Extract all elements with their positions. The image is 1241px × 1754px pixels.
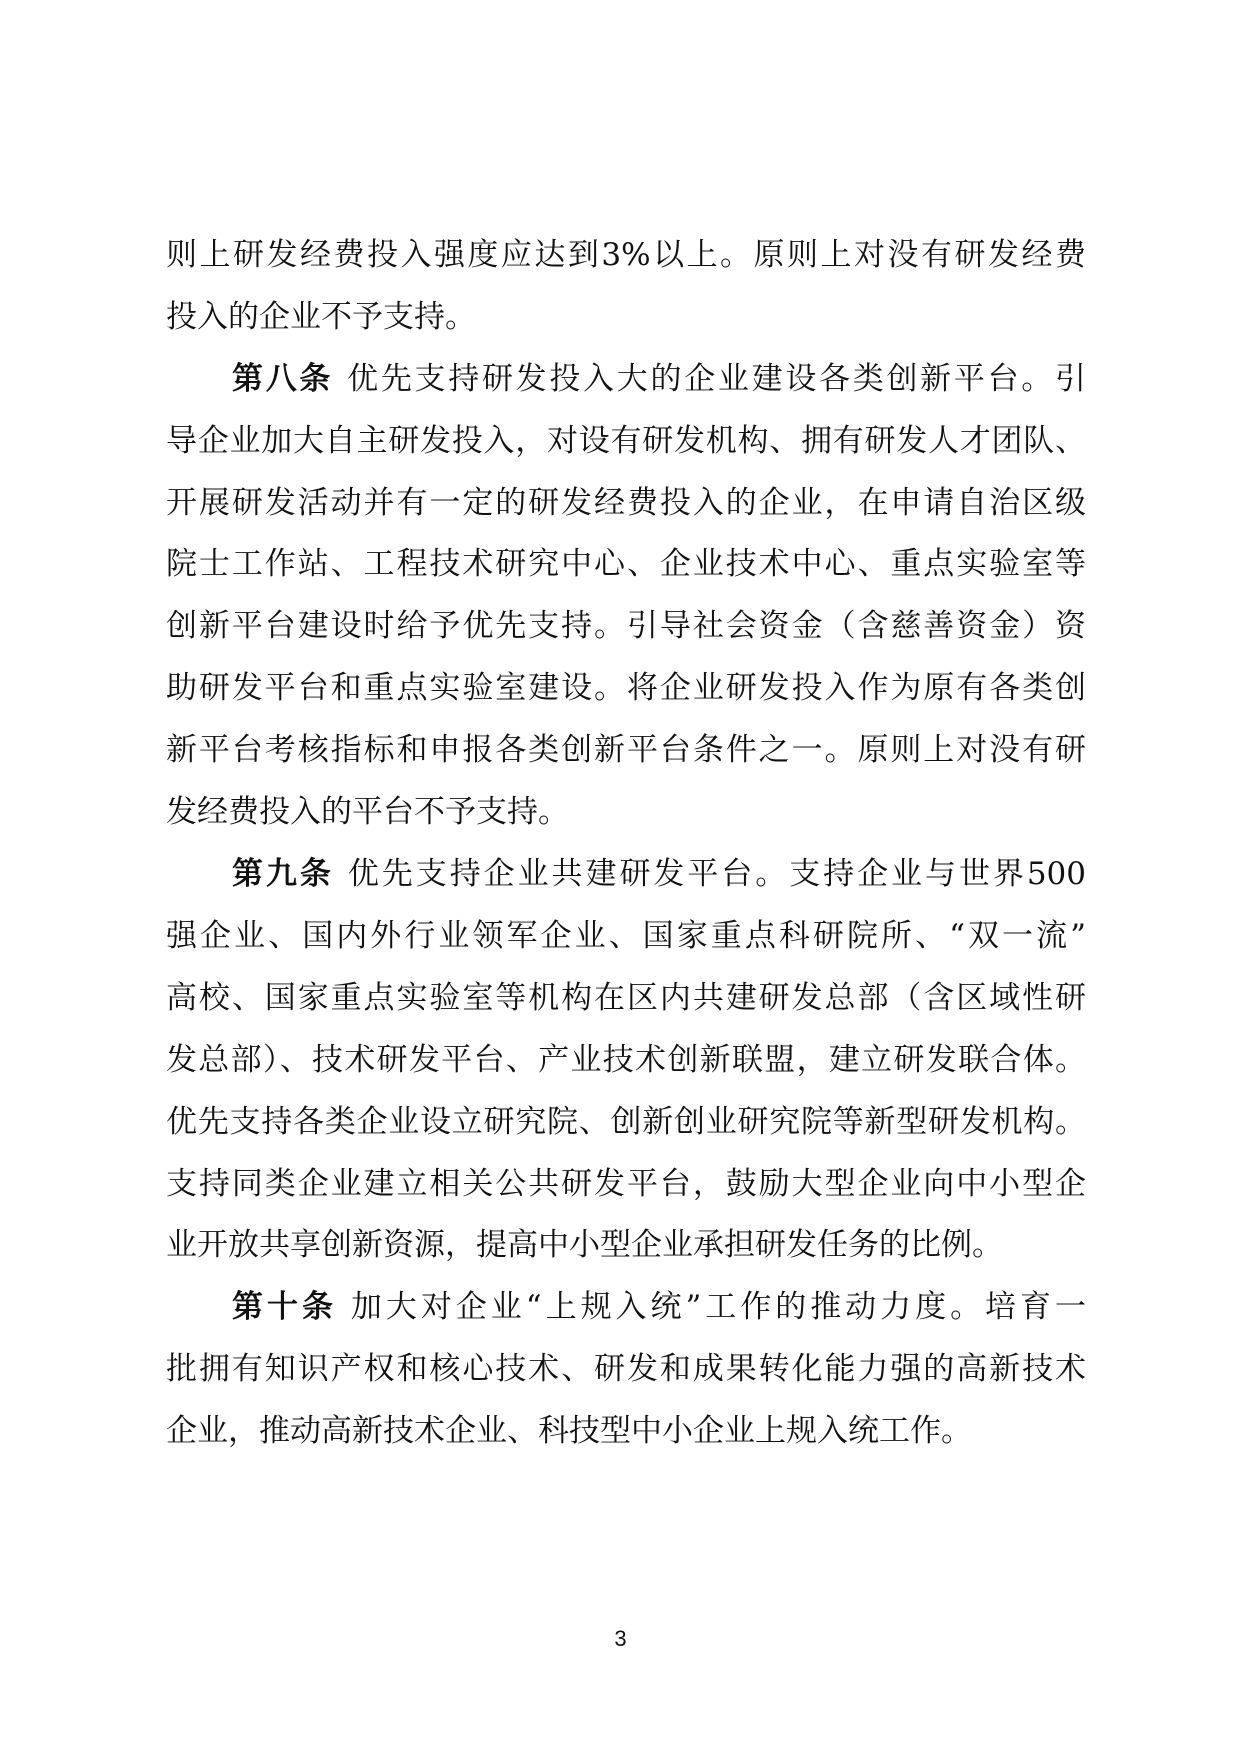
line-text: 优先支持研发投入大的企业建设各类创新平台。引 xyxy=(347,361,1086,397)
line-text: 企业，推动高新技术企业、科技型中小企业上规入统工作。 xyxy=(166,1413,972,1449)
line-text: 新平台考核指标和申报各类创新平台条件之一。原则上对没有研 xyxy=(166,732,1086,768)
line-text: 投入的企业不予支持。 xyxy=(166,299,476,335)
text-line xyxy=(166,1349,1086,1389)
text-line xyxy=(166,235,1086,275)
text-line xyxy=(166,544,1086,584)
text-line xyxy=(166,606,1086,646)
line-text: 则上研发经费投入强度应达到3%以上。原则上对没有研发经费 xyxy=(166,237,1086,273)
line-text: 开展研发活动并有一定的研发经费投入的企业，在申请自治区级 xyxy=(166,485,1086,521)
line-text: 高校、国家重点实验室等机构在区内共建研发总部（含区域性研 xyxy=(166,980,1086,1016)
text-line xyxy=(232,854,1086,894)
text-line xyxy=(166,730,1086,770)
text-line xyxy=(166,421,1086,461)
line-text: 发经费投入的平台不予支持。 xyxy=(166,794,569,830)
text-line xyxy=(166,483,1086,523)
line-text: 优先支持各类企业设立研究院、创新创业研究院等新型研发机构。 xyxy=(166,1104,1086,1140)
text-line xyxy=(166,1102,1086,1142)
line-text: 批拥有知识产权和核心技术、研发和成果转化能力强的高新技术 xyxy=(166,1351,1086,1387)
text-line xyxy=(166,297,1086,337)
text-line xyxy=(166,1040,1086,1080)
line-text: 业开放共享创新资源，提高中小型企业承担研发任务的比例。 xyxy=(166,1227,1003,1263)
text-line xyxy=(166,978,1086,1018)
line-text: 强企业、国内外行业领军企业、国家重点科研院所、“双一流” xyxy=(166,918,1086,954)
line-text: 导企业加大自主研发投入，对设有研发机构、拥有研发人才团队、 xyxy=(166,423,1086,459)
text-line xyxy=(166,1164,1086,1204)
article-label: 第十条 xyxy=(232,1289,337,1325)
text-line xyxy=(166,1411,1086,1451)
text-line xyxy=(166,916,1086,956)
text-line xyxy=(166,1225,1086,1265)
text-line xyxy=(232,359,1086,399)
page-number: 3 xyxy=(614,1626,627,1651)
article-label: 第九条 xyxy=(232,856,334,892)
line-text: 助研发平台和重点实验室建设。将企业研发投入作为原有各类创 xyxy=(166,670,1086,706)
line-text: 创新平台建设时给予优先支持。引导社会资金（含慈善资金）资 xyxy=(166,608,1086,644)
text-line xyxy=(232,1287,1086,1327)
line-text: 发总部）、技术研发平台、产业技术创新联盟，建立研发联合体。 xyxy=(166,1042,1086,1078)
text-line xyxy=(166,792,1086,832)
article-label: 第八条 xyxy=(232,361,334,397)
text-line xyxy=(166,668,1086,708)
line-text: 支持同类企业建立相关公共研发平台，鼓励大型企业向中小型企 xyxy=(166,1166,1086,1202)
line-text: 优先支持企业共建研发平台。支持企业与世界500 xyxy=(347,856,1087,892)
line-text: 院士工作站、工程技术研究中心、企业技术中心、重点实验室等 xyxy=(166,546,1086,582)
line-text: 加大对企业“上规入统”工作的推动力度。培育一 xyxy=(350,1289,1087,1325)
